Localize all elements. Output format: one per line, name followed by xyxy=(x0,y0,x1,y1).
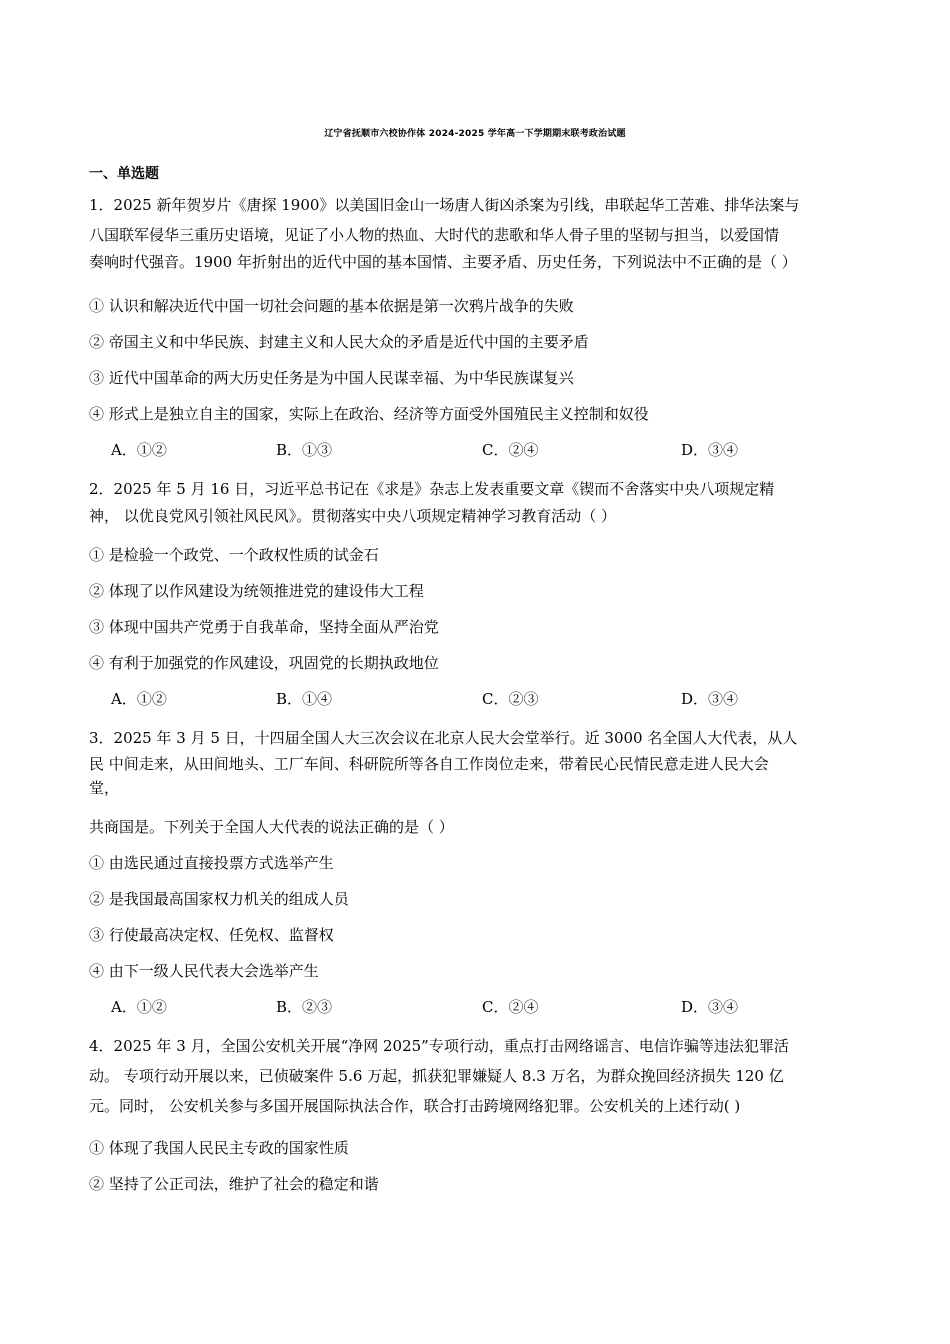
question-2-option-c: C．②③ xyxy=(482,690,539,708)
question-3-option-c: C．②④ xyxy=(482,998,539,1016)
question-3-item-4: ④ 由下一级人民代表大会选举产生 xyxy=(89,962,319,980)
page-title: 辽宁省抚顺市六校协作体 2024-2025 学年高一下学期期末联考政治试题 xyxy=(324,129,626,139)
question-2-item-2: ② 体现了以作风建设为统领推进党的建设伟大工程 xyxy=(89,582,424,600)
question-4-stem-line-2: 动。 专项行动开展以来，已侦破案件 5.6 万起，抓获犯罪嫌疑人 8.3 万名，为群众挽回经济损失 120 亿 xyxy=(89,1067,784,1085)
question-1-option-d: D．③④ xyxy=(681,441,739,459)
question-1-stem-line-3: 奏响时代强音。1900 年折射出的近代中国的基本国情、主要矛盾、历史任务，下列说法中不正确的是（ ） xyxy=(89,253,797,271)
question-2-item-1: ① 是检验一个政党、一个政权性质的试金石 xyxy=(89,546,379,564)
question-1-item-3: ③ 近代中国革命的两大历史任务是为中国人民谋幸福、为中华民族谋复兴 xyxy=(89,369,574,387)
question-3-stem-line-1: 3．2025 年 3 月 5 日，十四届全国人大三次会议在北京人民大会堂举行。近 3000 名全国人大代表，从人 xyxy=(89,729,798,747)
question-2-stem-line-2: 神， 以优良党风引领社风民风》。贯彻落实中央八项规定精神学习教育活动（ ） xyxy=(89,507,617,525)
question-1-option-b: B．①③ xyxy=(276,441,333,459)
question-3-item-1: ① 由选民通过直接投票方式选举产生 xyxy=(89,854,334,872)
question-4-stem-line-1: 4．2025 年 3 月，全国公安机关开展“净网 2025”专项行动，重点打击网络谣言、电信诈骗等违法犯罪活 xyxy=(89,1037,789,1055)
question-4-item-2: ② 坚持了公正司法，维护了社会的稳定和谐 xyxy=(89,1175,379,1193)
question-3-option-a: A．①② xyxy=(111,998,167,1016)
question-1-option-c: C．②④ xyxy=(482,441,539,459)
question-1-stem-line-2: 八国联军侵华三重历史语境，见证了小人物的热血、大时代的悲歌和华人骨子里的坚韧与担当，以爱国情 xyxy=(89,226,780,244)
question-1-option-a: A．①② xyxy=(111,441,167,459)
question-1-item-1: ① 认识和解决近代中国一切社会问题的基本依据是第一次鸦片战争的失败 xyxy=(89,297,574,315)
question-2-item-4: ④ 有利于加强党的作风建设，巩固党的长期执政地位 xyxy=(89,654,439,672)
question-2-option-b: B．①④ xyxy=(276,690,333,708)
question-2-stem-line-1: 2．2025 年 5 月 16 日，习近平总书记在《求是》杂志上发表重要文章《锲而不舍落实中央八项规定精 xyxy=(89,480,775,498)
question-3-item-2: ② 是我国最高国家权力机关的组成人员 xyxy=(89,890,349,908)
question-1-item-4: ④ 形式上是独立自主的国家，实际上在政治、经济等方面受外国殖民主义控制和奴役 xyxy=(89,405,649,423)
question-4-stem-line-3: 元。同时， 公安机关参与多国开展国际执法合作，联合打击跨境网络犯罪。公安机关的上述行动( ) xyxy=(89,1097,741,1115)
question-3-option-b: B．②③ xyxy=(276,998,333,1016)
question-3-item-3: ③ 行使最高决定权、任免权、监督权 xyxy=(89,926,334,944)
question-1-stem-line-1: 1．2025 新年贺岁片《唐探 1900》以美国旧金山一场唐人街凶杀案为引线，串联起华工苦难、排华法案与 xyxy=(89,196,800,214)
question-2-item-3: ③ 体现中国共产党勇于自我革命，坚持全面从严治党 xyxy=(89,618,439,636)
question-2-option-a: A．①② xyxy=(111,690,167,708)
question-3-stem-line-3: 堂， xyxy=(89,779,120,797)
question-4-item-1: ① 体现了我国人民民主专政的国家性质 xyxy=(89,1139,349,1157)
question-3-stem-line-4: 共商国是。下列关于全国人大代表的说法正确的是（ ） xyxy=(89,818,454,836)
question-3-option-d: D．③④ xyxy=(681,998,739,1016)
question-2-option-d: D．③④ xyxy=(681,690,739,708)
question-3-stem-line-2: 民 中间走来，从田间地头、工厂车间、科研院所等各自工作岗位走来，带着民心民情民意走进人民大会 xyxy=(89,755,769,773)
question-1-item-2: ② 帝国主义和中华民族、封建主义和人民大众的矛盾是近代中国的主要矛盾 xyxy=(89,333,589,351)
section-heading: 一、单选题 xyxy=(89,166,159,182)
